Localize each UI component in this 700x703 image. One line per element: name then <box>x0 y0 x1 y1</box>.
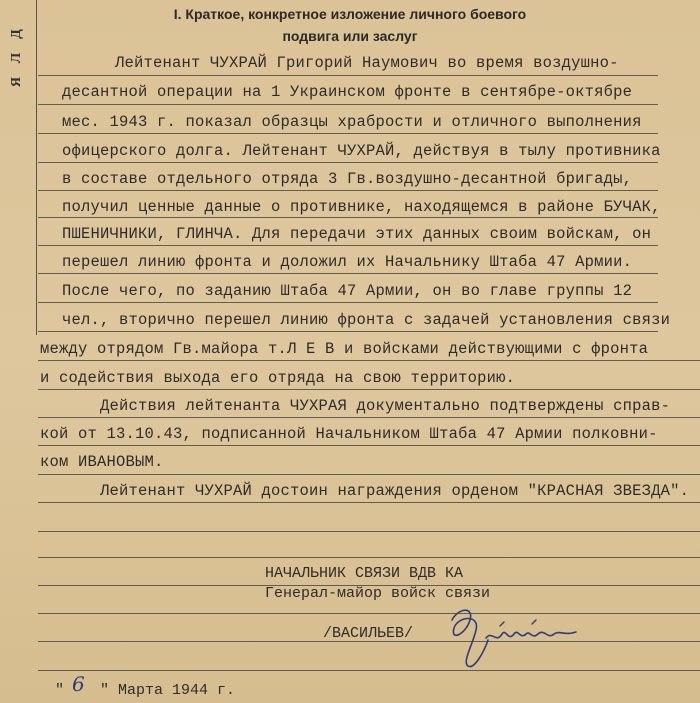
body-line: кой от 13.10.43, подписанной Начальником Штаба 47 Армии полковни- <box>40 425 658 443</box>
body-line: в составе отдельного отряда 3 Гв.воздушно-десантной бригады, <box>62 170 633 188</box>
date-month-year: Марта 1944 г. <box>118 682 236 699</box>
body-line: Лейтенант ЧУХРАЙ Григорий Наумович во время воздушно- <box>115 54 619 72</box>
section-subheading: подвига или заслуг <box>282 28 418 44</box>
handwritten-signature <box>440 600 600 675</box>
rule-line <box>38 273 658 274</box>
rule-line <box>38 162 658 163</box>
body-line: перешел линию фронта и доложил их Начальнику Штаба 47 Армии. <box>62 253 633 271</box>
rule-line <box>38 502 700 503</box>
body-line: офицерского долга. Лейтенант ЧУХРАЙ, действуя в тылу противника <box>62 142 661 160</box>
rule-line <box>38 360 700 361</box>
body-line: После чего, по заданию Штаба 47 Армии, он во главе группы 12 <box>62 282 633 300</box>
body-line: и содействия выхода его отряда на свою территорию. <box>40 369 516 387</box>
signatory-rank: Генерал-майор войск связи <box>265 585 491 602</box>
rule-line <box>38 104 658 105</box>
margin-label-letter: Д <box>9 29 24 39</box>
body-line: ПШЕНИЧНИКИ, ГЛИНЧА. Для передачи этих данных своим войскам, он <box>62 225 652 243</box>
body-line: Действия лейтенанта ЧУХРАЯ документально подтверждены справ- <box>100 397 671 415</box>
date-open-quote: " <box>55 682 65 699</box>
rule-line <box>38 75 658 76</box>
rule-line <box>38 190 658 191</box>
left-margin-column <box>0 0 37 335</box>
body-line: десантной операции на 1 Украинском фронте в сентябре-октябре <box>62 83 633 101</box>
rule-line <box>38 302 658 303</box>
date-day: 6 <box>72 672 85 696</box>
body-line: мес. 1943 г. показал образцы храбрости и отличного выполнения <box>62 113 642 131</box>
rule-line <box>38 417 700 418</box>
signatory-name: /ВАСИЛЬЕВ/ <box>323 625 414 642</box>
margin-label-letter: Л <box>9 52 24 64</box>
rule-line <box>38 670 700 671</box>
body-line: между отрядом Гв.майора т.Л Е В и войсками действующими с фронта <box>40 340 649 358</box>
rule-line <box>38 245 658 246</box>
body-line: чел., вторично перешел линию фронта с задачей установления связи <box>62 311 671 329</box>
body-line: получил ценные данные о противнике, находящемся в районе БУЧАК, <box>62 198 661 216</box>
rule-line <box>38 445 700 446</box>
rule-line <box>38 474 700 475</box>
rule-line <box>38 613 700 614</box>
rule-line <box>38 217 658 218</box>
section-heading: I. Краткое, конкретное изложение личного боевого <box>173 6 527 22</box>
rule-line <box>38 133 658 134</box>
margin-label-letter: Я <box>9 76 24 88</box>
rule-line <box>38 557 700 558</box>
body-line: ком ИВАНОВЫМ. <box>40 453 164 471</box>
signatory-title: НАЧАЛЬНИК СВЯЗИ ВДВ КА <box>265 565 464 582</box>
body-line: Лейтенант ЧУХРАЙ достоин награждения орденом "КРАСНАЯ ЗВЕЗДА". <box>100 482 690 500</box>
rule-line <box>38 531 700 532</box>
rule-line <box>38 331 658 332</box>
date-close-quote: " <box>100 682 110 699</box>
rule-line <box>38 389 700 390</box>
